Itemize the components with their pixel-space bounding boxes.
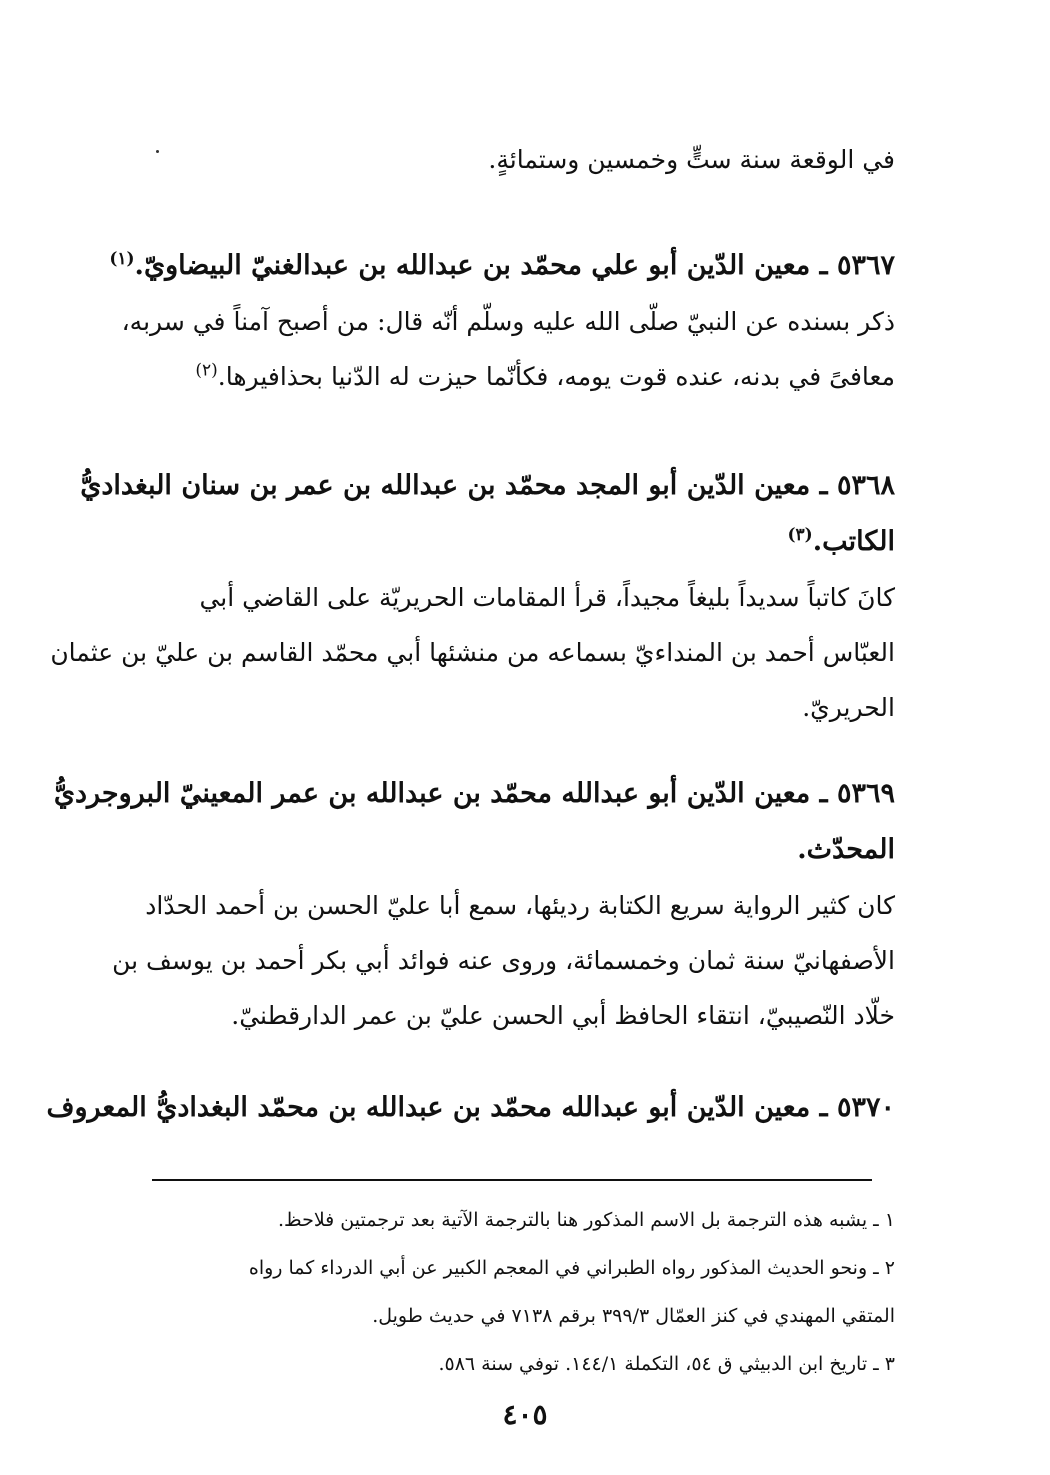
entry-heading-text: الكاتب.	[812, 526, 895, 557]
entry-body	[112, 878, 895, 1043]
entry-heading-line	[109, 238, 895, 294]
entry-heading-line: المحدّث.	[797, 834, 895, 865]
entry-body-line: خلّاد النّصيبيّ، انتقاء الحافظ أبي الحسن عليّ بن عمر الدارقطنيّ.	[231, 1001, 895, 1030]
entry-heading-line: ٥٣٦٨ ـ معين الدّين أبو المجد محمّد بن عبدالله بن عمر بن سنان البغداديُّ	[80, 470, 895, 501]
entry-body-text: معافىً في بدنه، عنده قوت يومه، فكأنّما حيزت له الدّنيا بحذافيرها.	[217, 362, 895, 391]
entry-5370	[46, 1080, 895, 1136]
continuation-line: في الوقعة سنة ستٍّ وخمسين وستمائةٍ.	[488, 145, 895, 174]
footnote-line: المتقي المهندي في كنز العمّال ٣٩٩/٣ برقم ٧١٣٨ في حديث طويل.	[372, 1305, 895, 1327]
entry-heading	[80, 458, 895, 570]
entry-body-line	[135, 349, 895, 404]
entry-body-line: العبّاس أحمد بن المنداءيّ بسماعه من منشئها أبي محمّد القاسم بن عليّ بن عثمان	[50, 638, 895, 667]
page-number: ٤٠٥	[502, 1398, 548, 1431]
footnote-divider	[152, 1179, 872, 1181]
entry-heading-text: ٥٣٦٧ ـ معين الدّين أبو علي محمّد بن عبدالله بن عبدالغنيّ البيضاويّ.	[134, 250, 895, 281]
footnote-marker: (١)	[109, 249, 135, 269]
entry-5369	[53, 766, 895, 1043]
entry-body-line: الأصفهانيّ سنة ثمان وخمسمائة، وروى عنه فوائد أبي بكر أحمد بن يوسف بن	[112, 946, 895, 975]
footnote-line: ١ ـ يشبه هذه الترجمة بل الاسم المذكور هنا بالترجمة الآتية بعد ترجمتين فلاحظ.	[278, 1209, 895, 1231]
entry-body	[50, 570, 895, 735]
entry-body	[121, 294, 895, 404]
entry-heading-line: ٥٣٦٩ ـ معين الدّين أبو عبدالله محمّد بن عبدالله بن عمر المعينيّ البروجرديُّ	[53, 778, 895, 809]
entry-heading	[53, 766, 895, 878]
continuation-paragraph	[135, 132, 895, 187]
entry-body-line: ذكر بسنده عن النبيّ صلّى الله عليه وسلّم أنّه قال: من أصبح آمناً في سربه،	[121, 307, 895, 336]
entry-body-line: كانَ كاتباً سديداً بليغاً مجيداً، قرأ المقامات الحريريّة على القاضي أبي	[199, 583, 895, 612]
entry-heading-line: ٥٣٧٠ ـ معين الدّين أبو عبدالله محمّد بن عبدالله بن محمّد البغداديُّ المعروف	[46, 1092, 895, 1123]
entry-heading-line	[135, 514, 895, 570]
footnote-line: ٣ ـ تاريخ ابن الدبيثي ق ٥٤، التكملة ١٤٤/١. توفي سنة ٥٨٦.	[438, 1353, 895, 1375]
entry-5368	[50, 458, 895, 735]
entry-heading	[109, 238, 895, 294]
entry-body-line: كان كثير الرواية سريع الكتابة رديئها، سمع أبا عليّ الحسن بن أحمد الحدّاد	[145, 891, 895, 920]
entry-heading	[46, 1080, 895, 1136]
entry-body-line: الحريريّ.	[802, 693, 895, 722]
footnote-marker: (٣)	[787, 525, 813, 545]
footnotes	[155, 1196, 895, 1388]
entry-5367	[109, 238, 895, 404]
footnote-line: ٢ ـ ونحو الحديث المذكور رواه الطبراني في المعجم الكبير عن أبي الدرداء كما رواه	[248, 1257, 895, 1279]
footnote-marker: (٢)	[195, 360, 218, 381]
